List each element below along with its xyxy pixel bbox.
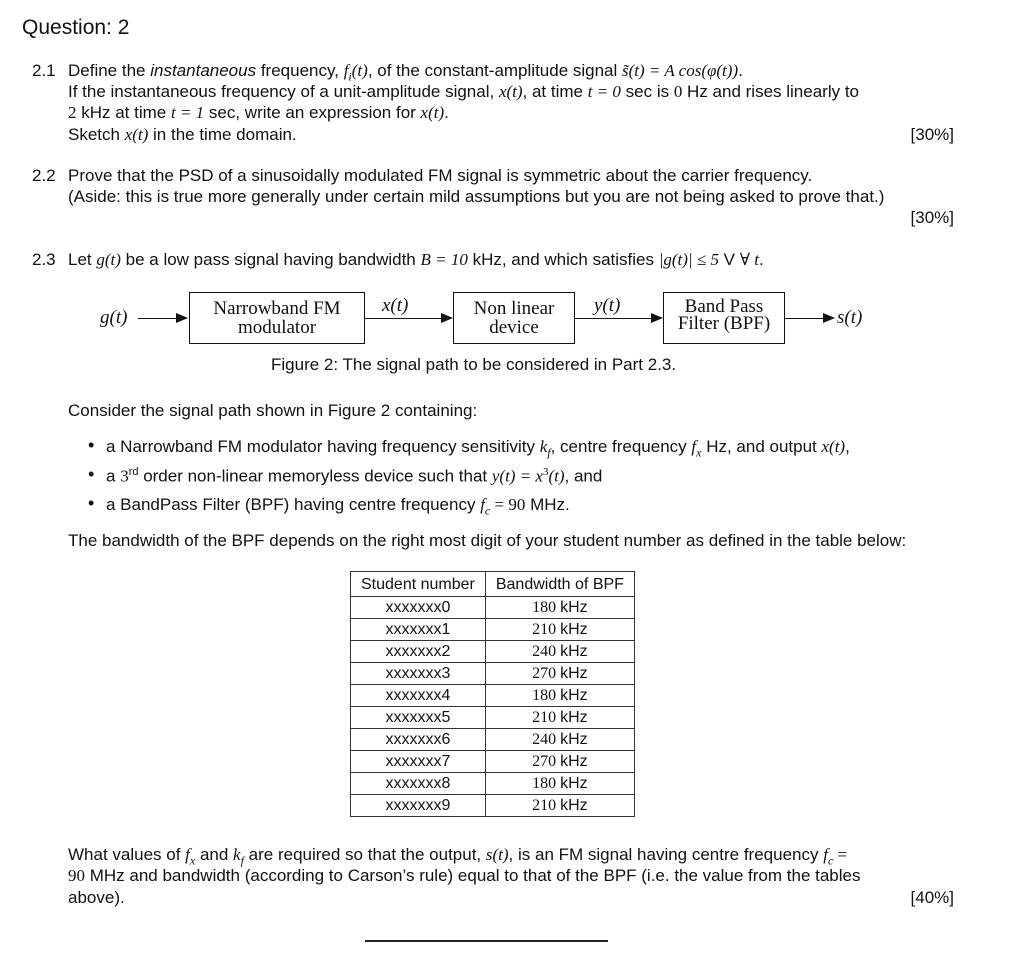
output-signal-label: s(t) [837,307,863,328]
connector-line [575,318,653,319]
student-number-cell: xxxxxxx7 [351,751,486,773]
arrow-right-icon [651,313,663,323]
table-row [351,663,635,685]
bandwidth-cell: 180 kHz [485,685,634,707]
table-row [351,597,635,619]
q21-line3: 2 kHz at time t = 1 sec, write an expression for x(t). [68,103,449,122]
question-title: Question: 2 [22,16,130,39]
bandwidth-intro: The bandwidth of the BPF depends on the right most digit of your student number as defined in the table below: [68,531,907,550]
bullet-icon: • [88,493,95,513]
final-line1: What values of $f_x$ and $k_f$ are required so that the output, s(t), is an FM signal having centre frequency $f_c$ = [68,845,848,868]
bullet-item-nonlinear: a 3rd order non-linear memoryless device such that $y(t) = x^3(t)$, and [106,466,603,486]
table-row [351,707,635,729]
input-signal-label: g(t) [100,307,128,328]
bandwidth-cell: 180 kHz [485,773,634,795]
q21-line4: Sketch x(t) in the time domain. [68,125,297,144]
student-number-cell: xxxxxxx2 [351,641,486,663]
q21-marks: [30%] [910,125,954,144]
q21-number: 2.1 [32,61,56,80]
student-number-cell: xxxxxxx0 [351,597,486,619]
x-signal-label: x(t) [382,295,409,316]
bullet-icon: • [88,435,95,455]
arrow-right-icon [823,313,835,323]
nonlinear-device-box: Non linear device [453,292,575,344]
q21-line2: If the instantaneous frequency of a unit-amplitude signal, x(t), at time t = 0 sec is 0 Hz and rises linearly to [68,82,860,101]
bandwidth-cell: 180 kHz [485,597,634,619]
table-row [351,641,635,663]
consider-text: Consider the signal path shown in Figure 2 containing: [68,401,478,420]
table-row [351,729,635,751]
final-line3: above). [68,888,125,907]
bandpass-filter-box: Band Pass Filter (BPF) [663,292,785,344]
table-row [351,795,635,817]
bandwidth-cell: 210 kHz [485,619,634,641]
arrow-right-icon [176,313,188,323]
q21-line1: Define the instantaneous frequency, $f_i(t)$, of the constant-amplitude signal s̃(t) = A cos(φ(t)). [68,61,743,84]
bullet-item-bpf: a BandPass Filter (BPF) having centre frequency $f_c = 90$ MHz. [106,495,570,518]
column-header-student: Student number [351,572,486,597]
arrow-right-icon [441,313,453,323]
footer-rule [365,940,608,942]
connector-line [785,318,825,319]
connector-line [138,318,178,319]
student-number-cell: xxxxxxx6 [351,729,486,751]
y-signal-label: y(t) [594,295,621,316]
bandwidth-cell: 240 kHz [485,641,634,663]
bandwidth-cell: 210 kHz [485,795,634,817]
bandwidth-cell: 270 kHz [485,663,634,685]
student-number-cell: xxxxxxx5 [351,707,486,729]
bullet-item-modulator: a Narrowband FM modulator having frequency sensitivity $k_f$, centre frequency $f_x$ Hz, and output x(t), [106,437,850,460]
q23-number: 2.3 [32,250,56,269]
student-number-cell: xxxxxxx8 [351,773,486,795]
narrowband-fm-modulator-box: Narrowband FM modulator [189,292,365,344]
table-row [351,619,635,641]
q22-number: 2.2 [32,166,56,185]
connector-line [365,318,443,319]
bandwidth-cell: 270 kHz [485,751,634,773]
bandwidth-cell: 240 kHz [485,729,634,751]
table-row [351,773,635,795]
bandwidth-cell: 210 kHz [485,707,634,729]
bandwidth-table [350,571,635,817]
final-marks: [40%] [910,888,954,907]
final-line2: 90 MHz and bandwidth (according to Carson’s rule) equal to that of the BPF (i.e. the value from the tables [68,866,861,885]
table-row [351,751,635,773]
figure-caption: Figure 2: The signal path to be considered in Part 2.3. [271,355,677,374]
table-row [351,685,635,707]
student-number-cell: xxxxxxx1 [351,619,486,641]
student-number-cell: xxxxxxx4 [351,685,486,707]
student-number-cell: xxxxxxx9 [351,795,486,817]
q22-line1: Prove that the PSD of a sinusoidally modulated FM signal is symmetric about the carrier frequency. [68,166,813,185]
column-header-bandwidth: Bandwidth of BPF [485,572,634,597]
q23-line1: Let g(t) be a low pass signal having bandwidth B = 10 kHz, and which satisfies |g(t)| ≤ 5 V ∀ t. [68,250,764,269]
table-header-row [351,572,635,597]
student-number-cell: xxxxxxx3 [351,663,486,685]
q22-line2: (Aside: this is true more generally under certain mild assumptions but you are not being asked to prove that.) [68,187,885,206]
q22-marks: [30%] [910,208,954,227]
bullet-icon: • [88,464,95,484]
